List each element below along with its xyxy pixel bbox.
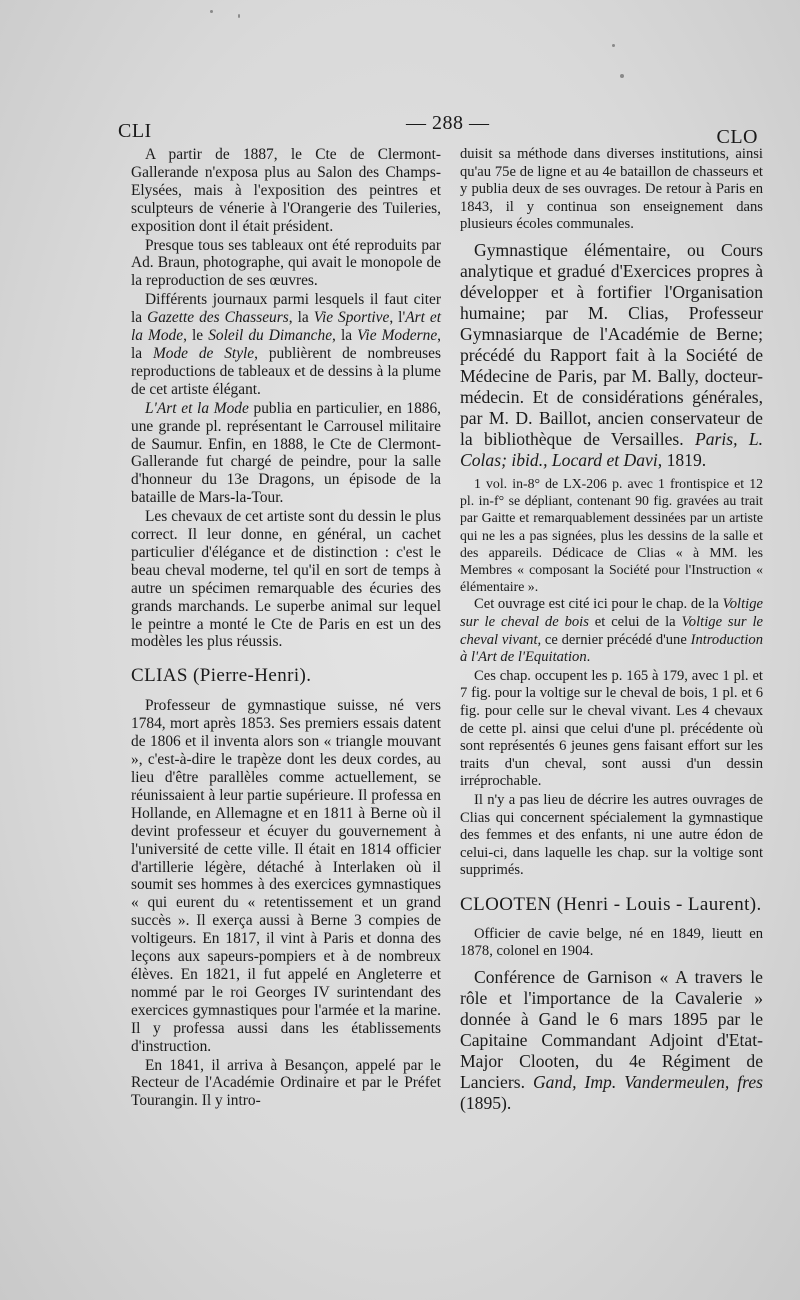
text-run: , le	[183, 327, 209, 345]
italic-title: Soleil du Dimanche	[208, 327, 333, 345]
paragraph	[460, 596, 763, 666]
text-run: , ce dernier précédé d'une	[537, 631, 691, 648]
paragraph: Il n'y a pas lieu de décrire les autres ouvrages de Clias qui concernent spécialement la gymnastique des femmes et des enfants, ni une autre édon de celui-ci, dans laquelle les chap. sur la voltige sont supprimés.	[460, 791, 763, 879]
text-run: publia en particulier, en 1886, une grande pl. représentant le Carrousel militaire de Saumur. Enfin, en 1888, le Cte de Clermont-Gallerande fut chargé de peindre, pour la salle d'honneur du 13e Dragons, un épisode de la bataille de Mars-la-Tour.	[131, 399, 442, 507]
left-column	[131, 146, 441, 1111]
paragraph: Les chevaux de cet artiste sont du dessin le plus correct. Il leur donne, en général, un cachet particulier d'élégance et de distinction : c'est le beau cheval moderne, tel qu'il en sort de temps à autre un spécimen remarquable des écuries des grands marchands. Le superbe animal sur lequel le peintre a monté le Cte de Paris en est un des modèles les plus réussis.	[131, 508, 441, 651]
text-run: , la	[332, 327, 358, 345]
text-run: et celui de la	[588, 613, 682, 630]
text-run: Différents journaux parmi lesquels il faut citer la	[131, 291, 441, 327]
text-run: Conférence de Garnison « A travers le rôle et l'importance de la Cavalerie » donnée à Gand le 6 mars 1895 par le Capitaine Commandant Adjoint d'Etat-Major Clooten, du 4e Régiment de Lanciers.	[460, 967, 763, 1093]
text-run: , la	[288, 309, 314, 327]
paragraph	[131, 400, 441, 507]
scan-speck	[620, 74, 624, 78]
paragraph	[131, 291, 441, 398]
text-run: , 1819.	[657, 449, 707, 470]
italic-title: Vie Moderne	[357, 327, 438, 345]
paragraph: Ces chap. occupent les p. 165 à 179, avec 1 pl. et 7 fig. pour la voltige sur le cheval de bois, 1 pl. et 6 fig. pour celle sur le cheval vivant. Les 4 chevaux de cette pl. ainsi que celui d'une pl. précédente où sont représentés 6 jeunes gens faisant effort sur les traits d'un cheval, sont aussi d'un dessin irréprochable.	[460, 667, 763, 790]
header-right: CLO	[716, 126, 758, 148]
header-left: CLI	[118, 120, 152, 142]
imprint: Gand, Imp. Vandermeulen, fres	[532, 1072, 763, 1093]
italic-title: Voltige sur le cheval de bois	[460, 596, 763, 630]
text-run: Gymnastique élémentaire, ou Cours analytique et gradué d'Exercices propres à développer et à fortifier l'Organisation humaine; par M. Clias, Professeur Gymnasiarque de l'Académie de Berne; précédé du Rapport fait à la Société de Médecine de Paris, par M. Bally, docteur-médecin. Et de considérations générales, par M. D. Baillot, ancien conservateur de la bibliothèque de Versailles.	[460, 239, 763, 449]
page-number: — 288 —	[406, 112, 490, 134]
italic-title: Vie Sportive	[313, 309, 390, 327]
text-run: , publièrent de nombreuses reproductions de tableaux et de dessins à la plume de cet artiste élégant.	[131, 344, 441, 398]
italic-title: Mode de Style	[152, 344, 255, 362]
text-run: Cet ouvrage est cité ici pour le chap. de la	[474, 596, 723, 613]
entry-heading-clias: CLIAS (Pierre-Henri).	[131, 665, 312, 687]
italic-title: Gazette des Chasseurs	[147, 309, 289, 327]
paragraph: Presque tous ses tableaux ont été reproduits par Ad. Braun, photographe, qui avait le monopole de la reproduction de ses œuvres.	[131, 236, 441, 290]
scan-speck	[210, 10, 213, 13]
scan-speck	[238, 14, 240, 18]
text-run: , l'	[389, 309, 406, 327]
book-title	[460, 240, 763, 471]
running-head	[118, 112, 770, 146]
italic-title: Voltige sur le cheval vivant	[460, 613, 763, 648]
paragraph: duisit sa méthode dans diverses institutions, ainsi qu'au 75e de ligne et au 4e bataillon de chasseurs et y publia deux de ses ouvrages. De retour à Paris en 1843, il y continua son enseignement dans plusieurs écoles communales.	[460, 146, 763, 233]
italic-title: L'Art et la Mode	[145, 399, 249, 417]
paragraph: En 1841, il arriva à Besançon, appelé par le Recteur de l'Académie Ordinaire et par le Préfet Tourangin. Il y intro-	[131, 1056, 441, 1110]
bibliographic-description: 1 vol. in-8° de LX-206 p. avec 1 frontispice et 12 pl. in-f° se dépliant, contenant 90 fig. gravées au trait par Gaitte et remarquablement dessinées par un artiste qui ne les a pas signées, plus les dessins de la salle et des appareils. Dédicace de Clias « à MM. les Membres « composant la Société pour l'Instruction « élémentaire ».	[460, 475, 763, 595]
entry-heading-clooten: CLOOTEN (Henri - Louis - Laurent).	[460, 893, 762, 915]
scan-speck	[612, 44, 615, 47]
paragraph: Professeur de gymnastique suisse, né vers 1784, mort après 1853. Ses premiers essais datent de 1806 et il inventa alors son « triangle mouvant », c'est-à-dire le trapèze dont les deux cordes, au lieu d'être parallèles comme actuellement, se réunissaient à leur partie supérieure. Il professa en Hollande, en Allemagne et en 1811 à Berne où il devint professeur et écuyer du gouvernement à l'université de cette ville. Il était en 1814 officier d'artillerie légère, détaché à Interlaken où il soumit ses hommes à des exercices gymnastiques « qui eurent du « retentissement et un grand succès ». Il exerça aussi à Berne 3 compies de voltigeurs. En 1817, il vint à Paris et donna des leçons aux sapeurs-pompiers et à de nombreux élèves. En 1821, il fut appelé en Angleterre et nommé par le roi Georges IV surintendant des exercices gymnastiques pour l'armée et la marine. Il y professa aussi dans les établissements d'instruction.	[131, 697, 441, 1055]
right-column	[460, 146, 763, 1115]
text-run: , la	[131, 327, 442, 362]
italic-title: Introduction à l'Art de l'Equitation	[460, 631, 763, 666]
text-run: .	[586, 649, 591, 666]
paragraph: A partir de 1887, le Cte de Clermont-Gallerande n'exposa plus au Salon des Champs-Elysées, mais à l'exposition des peintres et sculpteurs de vénerie à l'Orangerie des Tuileries, exposition dont il était président.	[131, 146, 441, 235]
book-title	[460, 967, 763, 1114]
italic-title: Art et la Mode	[131, 309, 441, 345]
imprint: Paris, L. Colas; ibid., Locard et Davi	[460, 428, 764, 470]
text-run: (1895).	[460, 1093, 512, 1114]
paragraph: Officier de cavie belge, né en 1849, lieutt en 1878, colonel en 1904.	[460, 925, 763, 960]
